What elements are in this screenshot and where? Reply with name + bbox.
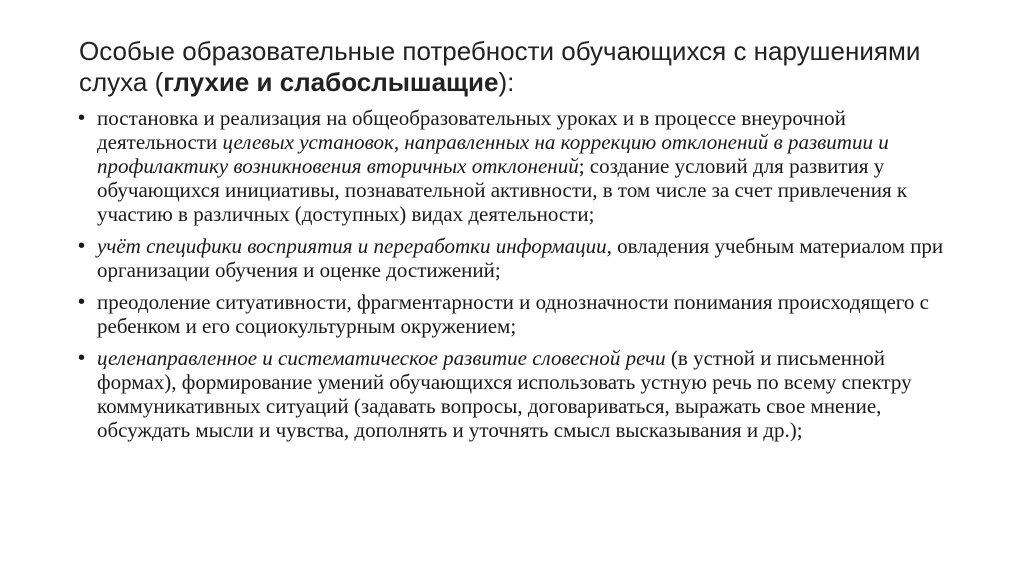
bullet-icon: •	[78, 347, 86, 369]
bullet-icon: •	[78, 291, 86, 313]
bullet-list	[78, 106, 958, 450]
item-text-tail: , овладения учебным материалом при организации обучения и оценке достижений;	[97, 234, 944, 282]
list-item	[78, 290, 958, 338]
item-text: преодоление ситуативности, фрагментарности и однозначности понимания происходящего с ребенком и его социокультурным окружением;	[97, 290, 929, 338]
item-text: постановка и реализация на общеобразовательных уроках и в процессе внеурочной деятельности	[97, 106, 846, 154]
bullet-icon: •	[78, 235, 86, 257]
title-text-end: ):	[498, 67, 515, 97]
list-item	[78, 346, 958, 442]
title-bold-text: глухие и слабослышащие	[163, 67, 499, 97]
bullet-icon: •	[78, 107, 86, 129]
item-text-tail: (в устной и письменной формах), формирование умений обучающихся использовать устную речь по всему спектру коммуникативных ситуаций (задавать вопросы, договариваться, выражать свое мнение, обсуждать мысли и чувства, дополнять и уточнять смысл высказывания и др.);	[97, 346, 912, 442]
list-item	[78, 106, 958, 226]
item-text-tail: ; создание условий для развития у обучающихся инициативы, познавательной активности, в том числе за счет привлечения к участию в различных (доступных) видах деятельности;	[97, 154, 908, 226]
item-italic-text: целенаправленное и систематическое развитие словесной речи	[97, 346, 666, 370]
item-italic-text: целевых установок, направленных на коррекцию отклонений в развитии и профилактику возникновения вторичных отклонений	[97, 130, 889, 178]
list-item	[78, 234, 958, 282]
item-italic-text: учёт специфики восприятия и переработки информации	[97, 234, 607, 258]
title-text-start: Особые образовательные потребности обучающихся с нарушениями слуха (	[79, 36, 921, 97]
slide-title	[79, 36, 959, 98]
